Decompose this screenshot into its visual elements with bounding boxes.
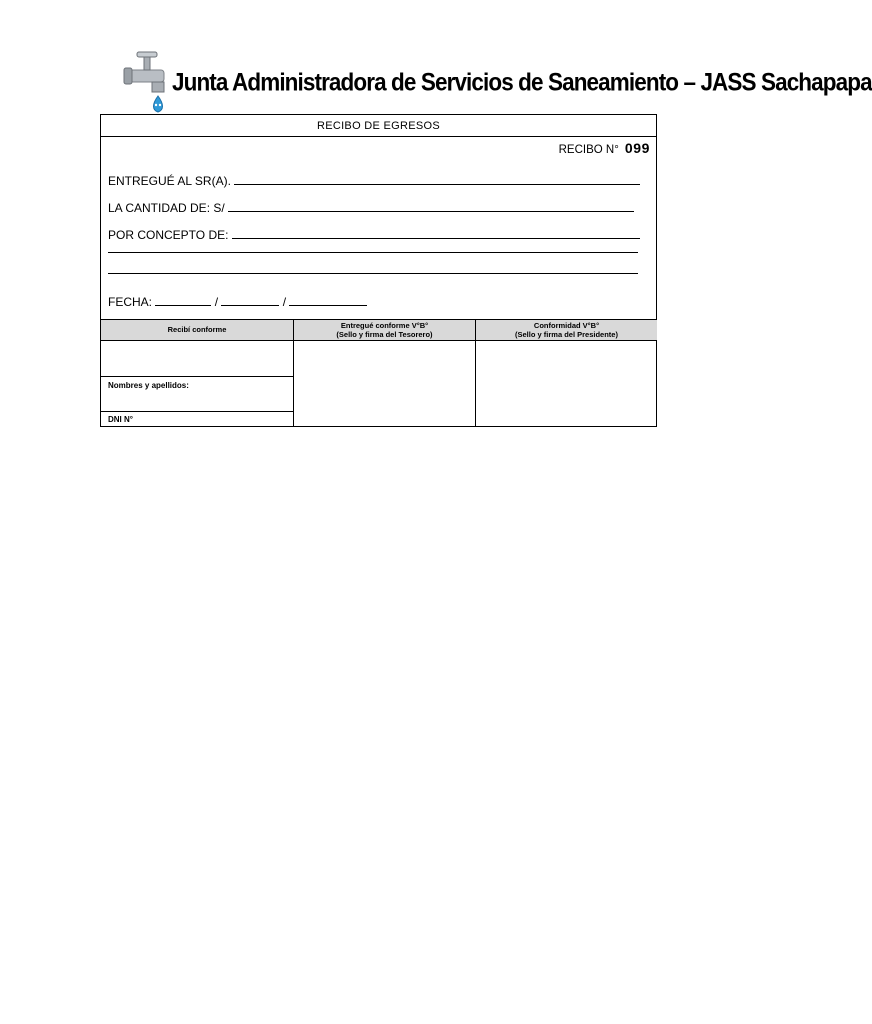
receipt-title: RECIBO DE EGRESOS xyxy=(101,115,656,137)
amount-field xyxy=(108,200,634,216)
concept-line-2[interactable] xyxy=(108,252,638,253)
date-label: FECHA: xyxy=(108,295,153,309)
date-day-line[interactable] xyxy=(155,295,211,306)
receipt-number xyxy=(559,139,650,159)
concept-line[interactable] xyxy=(232,228,640,239)
date-field xyxy=(108,294,367,310)
document-header xyxy=(120,48,872,116)
expense-receipt xyxy=(100,114,657,427)
column-divider xyxy=(475,341,476,427)
row-divider xyxy=(101,411,294,412)
names-label: Nombres y apellidos: xyxy=(108,381,189,390)
row-divider xyxy=(101,376,294,377)
receipt-number-value: 099 xyxy=(624,140,650,156)
concept-line-3[interactable] xyxy=(108,273,638,274)
concept-label: POR CONCEPTO DE: xyxy=(108,228,229,242)
delivered-to-label: ENTREGUÉ AL SR(A). xyxy=(108,174,231,188)
treasurer-header-subtitle: (Sello y firma del Tesorero) xyxy=(336,330,433,339)
received-conform-label: Recibí conforme xyxy=(167,325,227,334)
amount-label: LA CANTIDAD DE: S/ xyxy=(108,201,225,215)
president-header xyxy=(476,319,657,341)
amount-line[interactable] xyxy=(228,201,634,212)
dni-label: DNI N° xyxy=(108,415,133,424)
treasurer-header-title: Entregué conforme V°B° xyxy=(340,321,429,330)
water-faucet-icon xyxy=(120,48,180,116)
delivered-to-line[interactable] xyxy=(234,174,640,185)
date-month-line[interactable] xyxy=(221,295,279,306)
received-conform-header xyxy=(101,319,294,341)
signature-table xyxy=(101,319,656,427)
delivered-to-field xyxy=(108,173,640,189)
receipt-number-label: RECIBO N° xyxy=(558,144,619,156)
date-year-line[interactable] xyxy=(289,295,367,306)
date-separator: / xyxy=(282,295,287,309)
president-header-subtitle: (Sello y firma del Presidente) xyxy=(515,330,618,339)
date-separator: / xyxy=(214,295,219,309)
column-divider xyxy=(293,341,294,427)
president-header-title: Conformidad V°B° xyxy=(533,321,600,330)
concept-field xyxy=(108,227,640,243)
organization-title: Junta Administradora de Servicios de Saneamiento – JASS Sachapapa xyxy=(172,68,872,96)
treasurer-header xyxy=(294,319,476,341)
